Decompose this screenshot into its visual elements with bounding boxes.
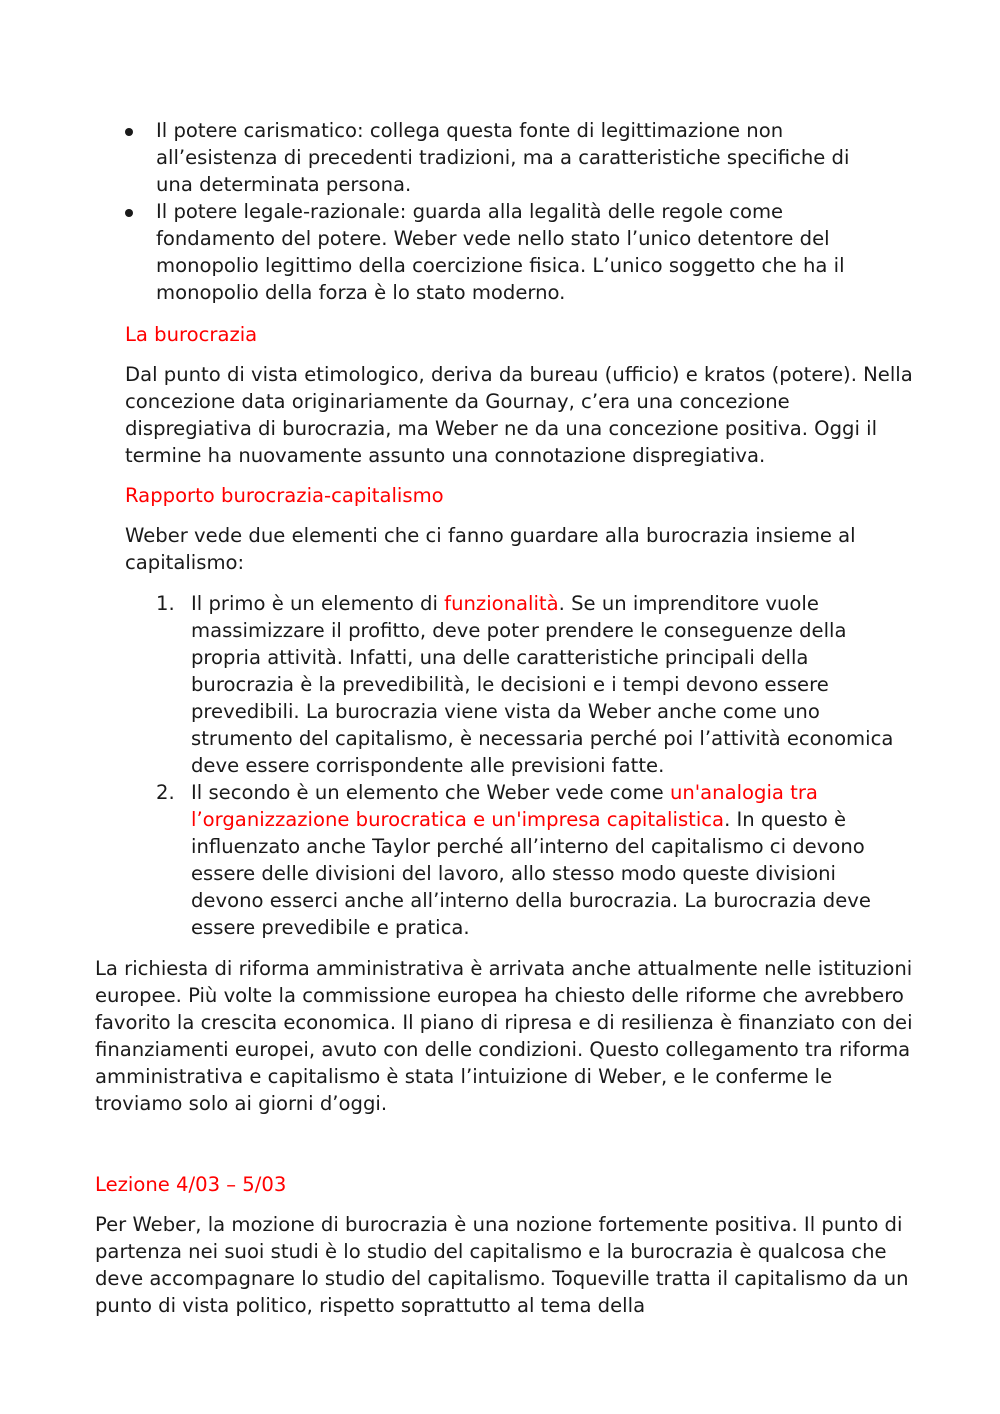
bullet-dot-icon bbox=[125, 128, 133, 136]
paragraph-weber: Per Weber, la mozione di burocrazia è una nozione fortemente positiva. Il punto di partenza nei suoi studi è lo studio del capitalismo e la burocrazia è qualcosa che deve accompagnare lo studio del capitalismo. Toqueville tratta il capitalismo da un punto di vista politico, rispetto soprattutto al tema della bbox=[95, 1213, 909, 1317]
bullet-text: Il potere carismatico: collega questa fonte di legittimazione non all’esistenza di precedenti tradizioni, ma a caratteristiche specifiche di una determinata persona. bbox=[156, 119, 850, 196]
numbered-item bbox=[156, 779, 896, 941]
heading-burocrazia: La burocrazia bbox=[125, 323, 258, 346]
heading-lezione: Lezione 4/03 – 5/03 bbox=[95, 1173, 287, 1196]
bullet-item bbox=[125, 117, 885, 198]
item-highlight: funzionalità bbox=[444, 592, 559, 615]
bullet-list bbox=[125, 117, 885, 306]
numbered-item bbox=[156, 590, 896, 779]
item-number: 2. bbox=[156, 781, 175, 804]
item-text-after: . In questo è influenzato anche Taylor perché all’interno del capitalismo ci devono essere delle divisioni del lavoro, allo stesso modo queste divisioni devono esserci anche all’interno della burocrazia. La burocrazia deve essere prevedibile e pratica. bbox=[191, 808, 871, 939]
bullet-text: Il potere legale-razionale: guarda alla legalità delle regole come fondamento del potere. Weber vede nello stato l’unico detentore del monopolio legittimo della coercizione fisica. L’unico soggetto che ha il monopolio della forza è lo stato moderno. bbox=[156, 200, 845, 304]
bullet-item bbox=[125, 198, 885, 306]
numbered-list bbox=[156, 590, 896, 941]
heading-rapporto: Rapporto burocrazia-capitalismo bbox=[125, 484, 444, 507]
paragraph-riforma: La richiesta di riforma amministrativa è arrivata anche attualmente nelle istituzioni europee. Più volte la commissione europea ha chiesto delle riforme che avrebbero favorito la crescita economica. Il piano di ripresa e di resilienza è finanziato con dei finanziamenti europei, avuto con delle condizioni. Questo collegamento tra riforma amministrativa e capitalismo è stata l’intuizione di Weber, e le conferme le troviamo solo ai giorni d’oggi. bbox=[95, 957, 913, 1115]
item-text-before: Il secondo è un elemento che Weber vede come bbox=[191, 781, 670, 804]
item-text-before: Il primo è un elemento di bbox=[191, 592, 445, 615]
paragraph-etimologia: Dal punto di vista etimologico, deriva da bureau (ufficio) e kratos (potere). Nella concezione data originariamente da Gournay, c’era una concezione dispregiativa di burocrazia, ma Weber ne da una concezione positiva. Oggi il termine ha nuovamente assunto una connotazione dispregiativa. bbox=[125, 363, 913, 467]
bullet-dot-icon bbox=[125, 209, 133, 217]
item-number: 1. bbox=[156, 592, 175, 615]
paragraph-elementi: Weber vede due elementi che ci fanno guardare alla burocrazia insieme al capitalismo: bbox=[125, 524, 856, 574]
item-text-after: . Se un imprenditore vuole massimizzare il profitto, deve poter prendere le conseguenze della propria attività. Infatti, una delle caratteristiche principali della burocrazia è la prevedibilità, le decisioni e i tempi devono essere prevedibili. La burocrazia viene vista da Weber anche come uno strumento del capitalismo, è necessaria perché poi l’attività economica deve essere corrispondente alle previsioni fatte. bbox=[191, 592, 894, 777]
item-highlight: un'analogia tra l’organizzazione burocratica e un'impresa capitalistica bbox=[191, 781, 818, 831]
